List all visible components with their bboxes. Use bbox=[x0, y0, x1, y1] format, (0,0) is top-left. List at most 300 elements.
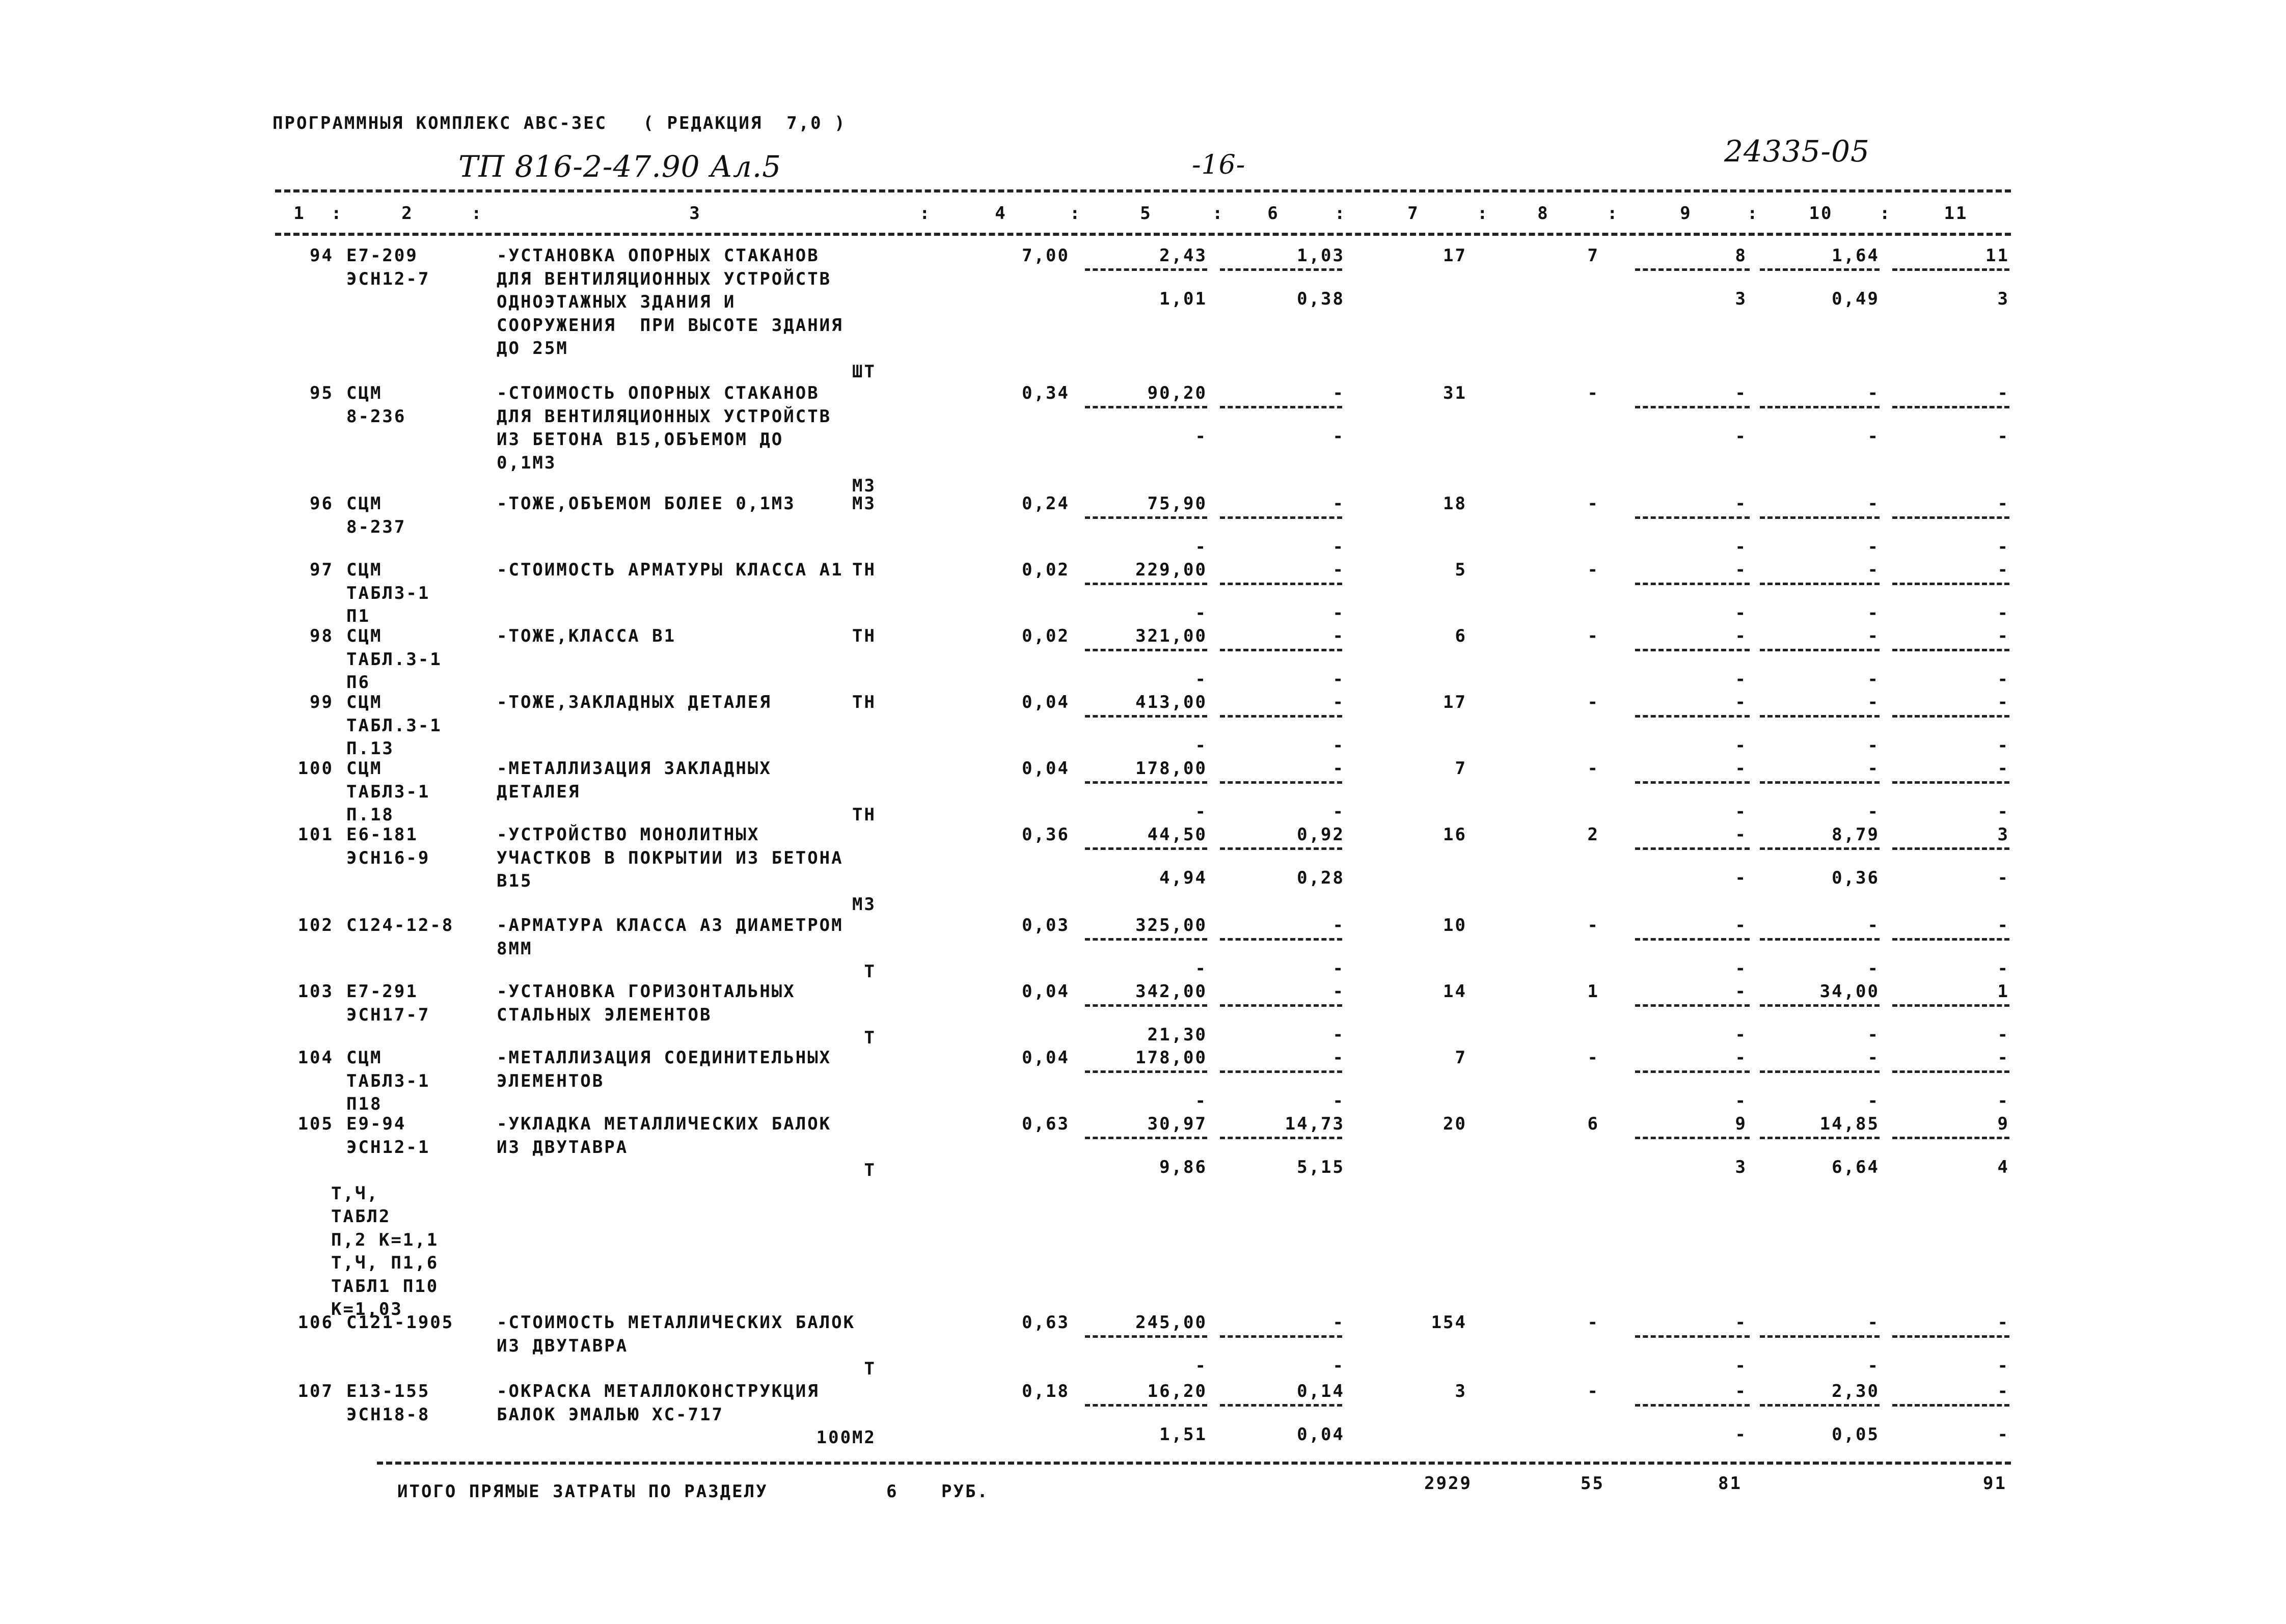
cell-divider bbox=[1220, 1004, 1342, 1007]
quantity: 0,34 bbox=[1022, 383, 1070, 403]
labor-hours-wages: - bbox=[1867, 735, 1880, 756]
total-machines-wages: 3 bbox=[1735, 289, 1747, 309]
total-machines: - bbox=[1735, 758, 1747, 779]
labor-hours: - bbox=[1867, 560, 1880, 580]
cell-divider bbox=[1760, 649, 1880, 651]
unit-cost: 178,00 bbox=[1135, 758, 1207, 779]
work-description: ДЕТАЛЕЯ bbox=[497, 781, 581, 802]
cell-divider bbox=[1760, 715, 1880, 718]
column-number-2: 2 bbox=[401, 203, 414, 224]
column-number-10: 10 bbox=[1809, 203, 1833, 224]
work-description: -ТОЖЕ,ОБЪЕМОМ БОЛЕЕ 0,1М3 bbox=[497, 493, 796, 514]
row-number: 101 bbox=[297, 824, 334, 845]
unit-labor-wages: - bbox=[1332, 958, 1345, 979]
unit-labor-wages: - bbox=[1332, 669, 1345, 690]
cell-divider bbox=[1085, 781, 1207, 784]
work-description: -УСТАНОВКА ГОРИЗОНТАЛЬНЫХ bbox=[497, 981, 796, 1002]
cell-divider bbox=[1635, 715, 1750, 718]
cell-divider bbox=[1220, 1335, 1342, 1338]
unit-cost-wages: - bbox=[1195, 958, 1207, 979]
document-number: 24335-05 bbox=[1724, 134, 1870, 169]
quantity: 0,04 bbox=[1022, 981, 1070, 1002]
cell-divider bbox=[1892, 1004, 2009, 1007]
unit-of-measure: ТН bbox=[852, 805, 876, 825]
cell-divider bbox=[1220, 268, 1342, 271]
unit-of-measure: М3 bbox=[852, 894, 876, 915]
work-description: -МЕТАЛЛИЗАЦИЯ ЗАКЛАДНЫХ bbox=[497, 758, 772, 779]
norm-code: СЦМ bbox=[346, 560, 383, 580]
column-number-9: 9 bbox=[1680, 203, 1692, 224]
total-machines: - bbox=[1735, 1381, 1747, 1401]
unit-labor-wages: - bbox=[1332, 537, 1345, 557]
page-number: -16- bbox=[1192, 150, 1246, 180]
total-machines: - bbox=[1735, 692, 1747, 712]
cell-divider bbox=[1220, 781, 1342, 784]
unit-of-measure: ТН bbox=[852, 692, 876, 712]
unit-labor-cost: - bbox=[1332, 758, 1345, 779]
unit-cost: 325,00 bbox=[1135, 915, 1207, 935]
total-machines: - bbox=[1735, 493, 1747, 514]
norm-code: ТАБЛ3-1 bbox=[346, 1070, 430, 1091]
unit-labor-wages: 0,04 bbox=[1297, 1424, 1345, 1445]
labor-hours-wages: 6,64 bbox=[1832, 1157, 1880, 1177]
norm-code: ТАБЛ.3-1 bbox=[346, 649, 442, 670]
cell-divider bbox=[1760, 1404, 1880, 1407]
cell-divider bbox=[1635, 1137, 1750, 1139]
row-number: 104 bbox=[297, 1048, 334, 1068]
total-machines-wages: - bbox=[1735, 1424, 1747, 1445]
unit-cost: 16,20 bbox=[1147, 1381, 1207, 1401]
cell-divider bbox=[1220, 715, 1342, 718]
labor-hours-wages: 0,49 bbox=[1832, 289, 1880, 309]
total-labor: 6 bbox=[1587, 1114, 1599, 1134]
total-machines-wages: - bbox=[1735, 958, 1747, 979]
work-description: -СТОИМОСТЬ АРМАТУРЫ КЛАССА А1 bbox=[497, 560, 843, 580]
header-rule bbox=[275, 233, 2011, 236]
work-description: 0,1М3 bbox=[497, 452, 557, 473]
labor-hours: 14,85 bbox=[1819, 1114, 1880, 1134]
column-separator: : bbox=[1335, 203, 1347, 224]
total-labor: 1 bbox=[1587, 981, 1599, 1002]
cell-divider bbox=[1085, 938, 1207, 941]
total-labor: - bbox=[1587, 915, 1599, 935]
total-labor: - bbox=[1587, 692, 1599, 712]
unit-labor-wages: 0,38 bbox=[1297, 289, 1345, 309]
column-number-3: 3 bbox=[689, 203, 701, 224]
total-labor: 2 bbox=[1587, 824, 1599, 845]
column-number-4: 4 bbox=[995, 203, 1007, 224]
labor-total: 11 bbox=[1985, 245, 2009, 266]
labor-hours-wages: 0,36 bbox=[1832, 868, 1880, 888]
norm-code: ТАБЛ.3-1 bbox=[346, 715, 442, 736]
labor-total-wages: 3 bbox=[1997, 289, 2009, 309]
labor-hours-wages: - bbox=[1867, 1025, 1880, 1045]
cell-divider bbox=[1635, 268, 1750, 271]
work-description: ДЛЯ ВЕНТИЛЯЦИОННЫХ УСТРОЙСТВ bbox=[497, 268, 832, 289]
cell-divider bbox=[1220, 1404, 1342, 1407]
unit-labor-wages: - bbox=[1332, 1025, 1345, 1045]
total-machines: - bbox=[1735, 1048, 1747, 1068]
labor-hours-wages: - bbox=[1867, 603, 1880, 623]
total-labor: 7 bbox=[1587, 245, 1599, 266]
cell-divider bbox=[1892, 1137, 2009, 1139]
column-number-6: 6 bbox=[1267, 203, 1280, 224]
total-labor: - bbox=[1587, 1312, 1599, 1333]
cell-divider bbox=[1760, 1137, 1880, 1139]
total-labor: - bbox=[1587, 493, 1599, 514]
unit-labor-cost: - bbox=[1332, 1312, 1345, 1333]
total-col8: 55 bbox=[1581, 1473, 1604, 1494]
unit-of-measure: Т bbox=[864, 1160, 876, 1180]
cell-divider bbox=[1085, 1335, 1207, 1338]
norm-code: К=1,03 bbox=[331, 1299, 403, 1319]
unit-of-measure: М3 bbox=[852, 476, 876, 496]
total-cost: 7 bbox=[1455, 758, 1467, 779]
labor-total: - bbox=[1997, 383, 2009, 403]
column-separator: : bbox=[1747, 203, 1759, 224]
unit-labor-cost: - bbox=[1332, 493, 1345, 514]
norm-code: ТАБЛ2 bbox=[331, 1206, 391, 1227]
labor-total: - bbox=[1997, 692, 2009, 712]
work-description: -УСТРОЙСТВО МОНОЛИТНЫХ bbox=[497, 824, 760, 845]
top-rule bbox=[275, 189, 2011, 192]
norm-code: СЦМ bbox=[346, 1048, 383, 1068]
norm-code: Е13-155 bbox=[346, 1381, 430, 1401]
quantity: 0,04 bbox=[1022, 758, 1070, 779]
unit-cost: 178,00 bbox=[1135, 1048, 1207, 1068]
column-separator: : bbox=[1880, 203, 1892, 224]
total-section: 6 bbox=[886, 1481, 899, 1502]
row-number: 95 bbox=[310, 383, 334, 403]
labor-hours-wages: - bbox=[1867, 426, 1880, 447]
cell-divider bbox=[1635, 406, 1750, 408]
unit-labor-cost: - bbox=[1332, 1048, 1345, 1068]
labor-total: - bbox=[1997, 626, 2009, 646]
work-description: ДО 25М bbox=[497, 338, 568, 359]
norm-code: Т,Ч, П1,6 bbox=[331, 1253, 439, 1273]
labor-total: 9 bbox=[1997, 1114, 2009, 1134]
norm-code: ТАБЛ1 П10 bbox=[331, 1276, 439, 1297]
column-separator: : bbox=[1607, 203, 1619, 224]
labor-total-wages: - bbox=[1997, 603, 2009, 623]
total-machines-wages: - bbox=[1735, 735, 1747, 756]
quantity: 0,63 bbox=[1022, 1312, 1070, 1333]
cell-divider bbox=[1760, 938, 1880, 941]
unit-labor-cost: 0,92 bbox=[1297, 824, 1345, 845]
work-description: -ТОЖЕ,ЗАКЛАДНЫХ ДЕТАЛЕЯ bbox=[497, 692, 772, 712]
total-machines: - bbox=[1735, 824, 1747, 845]
total-machines-wages: - bbox=[1735, 603, 1747, 623]
column-separator: : bbox=[1070, 203, 1082, 224]
unit-cost-wages: 21,30 bbox=[1147, 1025, 1207, 1045]
work-description: 8ММ bbox=[497, 938, 533, 959]
cell-divider bbox=[1892, 268, 2009, 271]
unit-cost: 44,50 bbox=[1147, 824, 1207, 845]
work-description: -МЕТАЛЛИЗАЦИЯ СОЕДИНИТЕЛЬНЫХ bbox=[497, 1048, 832, 1068]
labor-total-wages: 4 bbox=[1997, 1157, 2009, 1177]
work-description: -АРМАТУРА КЛАССА А3 ДИАМЕТРОМ bbox=[497, 915, 843, 935]
work-description: В15 bbox=[497, 871, 533, 891]
total-machines-wages: - bbox=[1735, 1356, 1747, 1376]
column-separator: : bbox=[1212, 203, 1224, 224]
total-labor: - bbox=[1587, 1381, 1599, 1401]
unit-cost: 342,00 bbox=[1135, 981, 1207, 1002]
total-cost: 14 bbox=[1443, 981, 1467, 1002]
labor-hours: - bbox=[1867, 1048, 1880, 1068]
norm-code: С121-1905 bbox=[346, 1312, 454, 1333]
total-machines-wages: - bbox=[1735, 537, 1747, 557]
total-labor: - bbox=[1587, 560, 1599, 580]
unit-cost: 413,00 bbox=[1135, 692, 1207, 712]
total-cost: 10 bbox=[1443, 915, 1467, 935]
labor-hours: 34,00 bbox=[1819, 981, 1880, 1002]
norm-code: ЭСН17-7 bbox=[346, 1004, 430, 1025]
unit-labor-cost: 0,14 bbox=[1297, 1381, 1345, 1401]
quantity: 0,36 bbox=[1022, 824, 1070, 845]
total-machines-wages: - bbox=[1735, 426, 1747, 447]
total-cost: 31 bbox=[1443, 383, 1467, 403]
work-description: ИЗ БЕТОНА В15,ОБЪЕМОМ ДО bbox=[497, 429, 784, 450]
total-label: ИТОГО ПРЯМЫЕ ЗАТРАТЫ ПО РАЗДЕЛУ bbox=[397, 1481, 768, 1502]
labor-hours-wages: - bbox=[1867, 1091, 1880, 1111]
labor-hours: - bbox=[1867, 626, 1880, 646]
work-description: СООРУЖЕНИЯ ПРИ ВЫСОТЕ ЗДАНИЯ bbox=[497, 315, 843, 336]
total-col11: 91 bbox=[1983, 1473, 2007, 1494]
unit-labor-cost: - bbox=[1332, 692, 1345, 712]
norm-code: Е6-181 bbox=[346, 824, 418, 845]
labor-hours-wages: 0,05 bbox=[1832, 1424, 1880, 1445]
cell-divider bbox=[1635, 1004, 1750, 1007]
unit-cost: 2,43 bbox=[1159, 245, 1207, 266]
unit-cost: 30,97 bbox=[1147, 1114, 1207, 1134]
cell-divider bbox=[1892, 715, 2009, 718]
work-description: СТАЛЬНЫХ ЭЛЕМЕНТОВ bbox=[497, 1004, 712, 1025]
total-machines-wages: 3 bbox=[1735, 1157, 1747, 1177]
total-cost: 154 bbox=[1431, 1312, 1467, 1333]
total-machines: 9 bbox=[1735, 1114, 1747, 1134]
norm-code: СЦМ bbox=[346, 758, 383, 779]
row-number: 107 bbox=[297, 1381, 334, 1401]
cell-divider bbox=[1085, 1137, 1207, 1139]
row-number: 105 bbox=[297, 1114, 334, 1134]
cell-divider bbox=[1892, 1404, 2009, 1407]
labor-total: - bbox=[1997, 493, 2009, 514]
quantity: 0,03 bbox=[1022, 915, 1070, 935]
cell-divider bbox=[1892, 1335, 2009, 1338]
norm-code: 8-237 bbox=[346, 516, 406, 537]
total-machines: 8 bbox=[1735, 245, 1747, 266]
unit-cost-wages: 9,86 bbox=[1159, 1157, 1207, 1177]
norm-code: Т,Ч, bbox=[331, 1183, 379, 1204]
labor-total: - bbox=[1997, 1381, 2009, 1401]
unit-of-measure: ТН bbox=[852, 560, 876, 580]
cell-divider bbox=[1760, 516, 1880, 519]
cell-divider bbox=[1085, 715, 1207, 718]
cell-divider bbox=[1892, 938, 2009, 941]
norm-code: ТАБЛ3-1 bbox=[346, 781, 430, 802]
row-number: 106 bbox=[297, 1312, 334, 1333]
labor-hours: 2,30 bbox=[1832, 1381, 1880, 1401]
cell-divider bbox=[1635, 781, 1750, 784]
unit-labor-wages: - bbox=[1332, 735, 1345, 756]
unit-cost: 245,00 bbox=[1135, 1312, 1207, 1333]
total-machines: - bbox=[1735, 626, 1747, 646]
work-description: ДЛЯ ВЕНТИЛЯЦИОННЫХ УСТРОЙСТВ bbox=[497, 406, 832, 427]
cell-divider bbox=[1892, 1070, 2009, 1073]
row-number: 102 bbox=[297, 915, 334, 935]
work-description: -ОКРАСКА МЕТАЛЛОКОНСТРУКЦИЯ bbox=[497, 1381, 820, 1401]
work-description: -ТОЖЕ,КЛАССА В1 bbox=[497, 626, 676, 646]
work-description: ОДНОЭТАЖНЫХ ЗДАНИЯ И bbox=[497, 292, 736, 312]
cell-divider bbox=[1635, 583, 1750, 585]
cell-divider bbox=[1760, 268, 1880, 271]
labor-total-wages: - bbox=[1997, 1025, 2009, 1045]
total-cost: 18 bbox=[1443, 493, 1467, 514]
total-machines: - bbox=[1735, 981, 1747, 1002]
row-number: 96 bbox=[310, 493, 334, 514]
labor-total: - bbox=[1997, 1048, 2009, 1068]
column-number-8: 8 bbox=[1537, 203, 1549, 224]
norm-code: ТАБЛ3-1 bbox=[346, 583, 430, 603]
unit-of-measure: ШТ bbox=[852, 361, 876, 382]
total-cost: 16 bbox=[1443, 824, 1467, 845]
cell-divider bbox=[1085, 1004, 1207, 1007]
labor-total-wages: - bbox=[1997, 1424, 2009, 1445]
labor-hours: - bbox=[1867, 758, 1880, 779]
unit-labor-cost: - bbox=[1332, 981, 1345, 1002]
work-description: ИЗ ДВУТАВРА bbox=[497, 1137, 629, 1158]
cell-divider bbox=[1760, 1070, 1880, 1073]
work-description: БАЛОК ЭМАЛЬЮ ХС-717 bbox=[497, 1404, 724, 1425]
cell-divider bbox=[1760, 1335, 1880, 1338]
norm-code: СЦМ bbox=[346, 493, 383, 514]
total-machines-wages: - bbox=[1735, 669, 1747, 690]
unit-labor-wages: - bbox=[1332, 802, 1345, 822]
labor-hours: - bbox=[1867, 493, 1880, 514]
unit-cost-wages: - bbox=[1195, 537, 1207, 557]
labor-total-wages: - bbox=[1997, 868, 2009, 888]
total-machines: - bbox=[1735, 560, 1747, 580]
work-description: УЧАСТКОВ В ПОКРЫТИИ ИЗ БЕТОНА bbox=[497, 847, 843, 868]
total-labor: - bbox=[1587, 1048, 1599, 1068]
norm-code: Е7-291 bbox=[346, 981, 418, 1002]
labor-total: 1 bbox=[1997, 981, 2009, 1002]
total-labor: - bbox=[1587, 758, 1599, 779]
cell-divider bbox=[1760, 406, 1880, 408]
labor-hours-wages: - bbox=[1867, 537, 1880, 557]
total-cost: 20 bbox=[1443, 1114, 1467, 1134]
total-labor: - bbox=[1587, 626, 1599, 646]
cell-divider bbox=[1760, 847, 1880, 850]
cell-divider bbox=[1220, 1070, 1342, 1073]
labor-hours: - bbox=[1867, 383, 1880, 403]
unit-cost-wages: - bbox=[1195, 735, 1207, 756]
cell-divider bbox=[1635, 516, 1750, 519]
labor-total-wages: - bbox=[1997, 669, 2009, 690]
unit-cost-wages: - bbox=[1195, 669, 1207, 690]
work-description: -СТОИМОСТЬ ОПОРНЫХ СТАКАНОВ bbox=[497, 383, 820, 403]
unit-labor-wages: - bbox=[1332, 1091, 1345, 1111]
unit-cost-wages: - bbox=[1195, 603, 1207, 623]
total-cost: 17 bbox=[1443, 692, 1467, 712]
unit-labor-cost: - bbox=[1332, 626, 1345, 646]
total-machines-wages: - bbox=[1735, 868, 1747, 888]
cell-divider bbox=[1220, 649, 1342, 651]
quantity: 0,02 bbox=[1022, 560, 1070, 580]
total-machines-wages: - bbox=[1735, 1025, 1747, 1045]
work-description: -СТОИМОСТЬ МЕТАЛЛИЧЕСКИХ БАЛОК bbox=[497, 1312, 856, 1333]
column-number-1: 1 bbox=[293, 203, 306, 224]
cell-divider bbox=[1892, 649, 2009, 651]
unit-labor-wages: - bbox=[1332, 426, 1345, 447]
row-number: 97 bbox=[310, 560, 334, 580]
row-number: 99 bbox=[310, 692, 334, 712]
cell-divider bbox=[1892, 847, 2009, 850]
cell-divider bbox=[1085, 583, 1207, 585]
quantity: 0,04 bbox=[1022, 692, 1070, 712]
total-currency: РУБ. bbox=[941, 1481, 989, 1502]
unit-labor-cost: - bbox=[1332, 560, 1345, 580]
labor-hours: - bbox=[1867, 1312, 1880, 1333]
project-code: ТП 816-2-47.90 Ал.5 bbox=[458, 149, 782, 184]
labor-hours: - bbox=[1867, 915, 1880, 935]
row-number: 98 bbox=[310, 626, 334, 646]
total-machines-wages: - bbox=[1735, 802, 1747, 822]
labor-total-wages: - bbox=[1997, 537, 2009, 557]
program-header: ПРОГРАММНЫЯ КОМПЛЕКС АВС-3ЕС ( РЕДАКЦИЯ 7,0 ) bbox=[273, 113, 847, 133]
labor-total-wages: - bbox=[1997, 1091, 2009, 1111]
unit-cost: 90,20 bbox=[1147, 383, 1207, 403]
quantity: 0,02 bbox=[1022, 626, 1070, 646]
cell-divider bbox=[1635, 1404, 1750, 1407]
cell-divider bbox=[1635, 1070, 1750, 1073]
norm-code: П.13 bbox=[346, 738, 394, 759]
unit-of-measure: 100М2 bbox=[816, 1427, 876, 1448]
cell-divider bbox=[1892, 406, 2009, 408]
labor-total: - bbox=[1997, 915, 2009, 935]
quantity: 7,00 bbox=[1022, 245, 1070, 266]
norm-code: ЭСН12-1 bbox=[346, 1137, 430, 1158]
labor-total-wages: - bbox=[1997, 802, 2009, 822]
cell-divider bbox=[1892, 781, 2009, 784]
cell-divider bbox=[1085, 847, 1207, 850]
cell-divider bbox=[1085, 649, 1207, 651]
labor-hours-wages: - bbox=[1867, 669, 1880, 690]
unit-labor-wages: 5,15 bbox=[1297, 1157, 1345, 1177]
cell-divider bbox=[1220, 406, 1342, 408]
norm-code: ЭСН18-8 bbox=[346, 1404, 430, 1425]
work-description: -УСТАНОВКА ОПОРНЫХ СТАКАНОВ bbox=[497, 245, 820, 266]
unit-of-measure: Т bbox=[864, 1028, 876, 1048]
total-cost: 5 bbox=[1455, 560, 1467, 580]
bottom-rule bbox=[377, 1462, 2011, 1465]
cell-divider bbox=[1220, 938, 1342, 941]
cell-divider bbox=[1085, 516, 1207, 519]
work-description: -УКЛАДКА МЕТАЛЛИЧЕСКИХ БАЛОК bbox=[497, 1114, 832, 1134]
norm-code: Е7-209 bbox=[346, 245, 418, 266]
quantity: 0,04 bbox=[1022, 1048, 1070, 1068]
work-description: ЭЛЕМЕНТОВ bbox=[497, 1070, 605, 1091]
labor-total-wages: - bbox=[1997, 735, 2009, 756]
unit-labor-cost: 1,03 bbox=[1297, 245, 1345, 266]
column-number-7: 7 bbox=[1407, 203, 1420, 224]
column-number-5: 5 bbox=[1140, 203, 1152, 224]
unit-of-measure: Т bbox=[864, 1359, 876, 1379]
norm-code: СЦМ bbox=[346, 692, 383, 712]
total-col9: 81 bbox=[1718, 1473, 1742, 1494]
cell-divider bbox=[1085, 1404, 1207, 1407]
cell-divider bbox=[1220, 847, 1342, 850]
